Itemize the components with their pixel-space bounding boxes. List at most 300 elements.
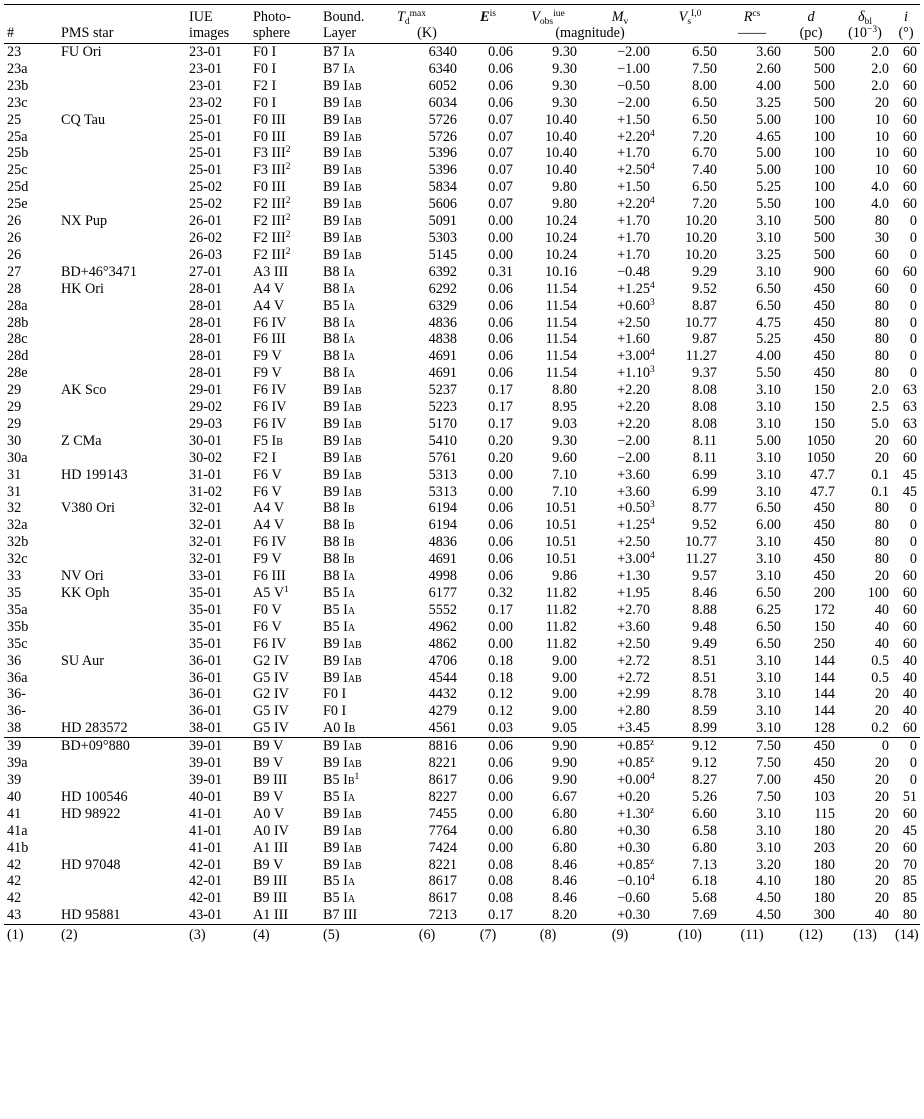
cell-id: 25c — [7, 162, 28, 179]
column-number: (1) — [7, 927, 24, 944]
table-row — [4, 772, 920, 789]
cell-td: 5396 — [428, 145, 457, 162]
cell-delta: 20 — [874, 890, 889, 907]
cell-vobs: 10.51 — [545, 551, 577, 568]
cell-mv — [580, 840, 660, 857]
cell-td: 4706 — [428, 652, 457, 669]
cell-iue: 32-01 — [189, 551, 223, 568]
cell-photosphere — [250, 196, 320, 213]
footnote-mark: 1 — [354, 771, 360, 782]
cell-delta: 60 — [874, 263, 889, 280]
cell-mv — [580, 247, 660, 264]
table-row — [4, 806, 920, 823]
cell-rcs: 6.50 — [756, 297, 781, 314]
cell-delta: 10 — [874, 145, 889, 162]
cell-boundary-layer — [320, 755, 394, 772]
cell-delta: 4.0 — [871, 196, 889, 213]
table-row — [4, 703, 920, 720]
cell-vs: 5.26 — [692, 788, 717, 805]
lum-class: V — [273, 788, 284, 805]
spectral-type: B9 — [323, 94, 340, 111]
cell-delta: 0 — [838, 738, 892, 755]
cell-delta: 60 — [874, 246, 889, 263]
cell-id: 32a — [7, 517, 28, 534]
lum-class: IV — [271, 635, 287, 652]
table-row — [4, 738, 920, 755]
table-row — [4, 331, 920, 348]
mv-value: +2.99 — [617, 686, 650, 703]
cell-i: 40 — [902, 652, 917, 669]
cell-i: 60 — [902, 839, 917, 856]
cell-photosphere — [250, 230, 320, 247]
table-row — [4, 602, 920, 619]
cell-photosphere — [250, 484, 320, 501]
cell-mv — [580, 653, 660, 670]
lum-class: I — [341, 686, 347, 703]
cell-boundary-layer — [320, 145, 394, 162]
cell-boundary-layer — [320, 551, 394, 568]
cell-i: 63 — [902, 382, 917, 399]
spectral-type: F0 — [253, 94, 268, 111]
spectral-type: A4 — [253, 517, 271, 534]
cell-d: 115 — [814, 805, 835, 822]
cell-vobs: 8.46 — [552, 856, 577, 873]
cell-d: 450 — [813, 314, 835, 331]
cell-mv — [580, 823, 660, 840]
footnote-mark: 1 — [284, 585, 289, 595]
cell-d: 500 — [813, 44, 835, 60]
spectral-type: B9 — [253, 771, 270, 788]
cell-photosphere — [250, 500, 320, 517]
lum-class: I — [271, 44, 277, 60]
mv-value: −2.00 — [617, 44, 650, 60]
cell-e: 0.06 — [488, 348, 513, 365]
lum-class: IV — [271, 314, 287, 331]
cell-rcs: 5.50 — [756, 365, 781, 382]
cell-photosphere — [250, 264, 320, 281]
cell-d: 450 — [784, 738, 838, 755]
cell-photosphere — [250, 348, 320, 365]
mv-value: +2.80 — [617, 703, 650, 720]
table-row — [4, 500, 920, 517]
cell-d: 47.7 — [810, 466, 835, 483]
spectral-type: B8 — [323, 331, 340, 348]
cell-d: 172 — [813, 601, 835, 618]
spectral-type: B9 — [323, 128, 340, 145]
spectral-type: F0 — [253, 601, 268, 618]
cell-star: HD 98922 — [61, 805, 121, 822]
cell-star — [58, 534, 186, 551]
lum-class: Ia — [343, 365, 356, 382]
mv-value: −2.00 — [617, 449, 650, 466]
cell-id: 35b — [7, 618, 29, 635]
spectral-type: B7 — [323, 907, 340, 924]
header-i-unit: (°) — [892, 25, 920, 44]
spectral-type: B8 — [323, 348, 340, 365]
cell-rcs: 6.50 — [756, 635, 781, 652]
pms-star-table — [4, 4, 920, 944]
cell-d: 150 — [813, 618, 835, 635]
cell-td: 6194 — [428, 517, 457, 534]
cell-rcs: 3.10 — [756, 415, 781, 432]
cell-id: 28e — [7, 365, 28, 382]
cell-photosphere — [250, 873, 320, 890]
cell-boundary-layer — [320, 500, 394, 517]
lum-class: IV — [273, 703, 289, 720]
cell-i: 0 — [909, 229, 917, 246]
cell-rcs: 3.10 — [756, 483, 781, 500]
cell-i: 60 — [902, 179, 917, 196]
cell-rcs: 3.10 — [756, 669, 781, 686]
cell-star — [58, 551, 186, 568]
cell-iue: 31-01 — [189, 466, 223, 483]
cell-i: 60 — [902, 805, 917, 822]
cell-vs: 11.27 — [685, 348, 717, 365]
cell-d: 150 — [813, 382, 835, 399]
cell-mv — [580, 703, 660, 720]
cell-id: 35 — [7, 585, 22, 601]
cell-vobs: 7.10 — [552, 483, 577, 500]
cell-photosphere — [250, 772, 320, 789]
cell-mv — [580, 145, 660, 162]
cell-mv — [580, 416, 660, 433]
cell-e: 0.06 — [488, 331, 513, 348]
cell-e: 0.07 — [488, 145, 513, 162]
cell-vs: 7.13 — [692, 856, 717, 873]
cell-mv — [580, 433, 660, 450]
spectral-type: B9 — [323, 77, 340, 94]
cell-d: 150 — [813, 399, 835, 416]
cell-vs: 8.08 — [692, 382, 717, 399]
spectral-type: A4 — [253, 280, 271, 297]
cell-boundary-layer — [320, 890, 394, 907]
cell-photosphere — [250, 467, 320, 484]
cell-id: 30 — [7, 432, 22, 449]
cell-photosphere — [250, 686, 320, 703]
cell-star — [58, 602, 186, 619]
lum-class: V — [273, 805, 285, 822]
mv-value: −0.50 — [617, 77, 650, 94]
cell-e: 0.06 — [488, 771, 513, 788]
cell-vs: 9.12 — [692, 755, 717, 772]
cell-photosphere — [250, 281, 320, 298]
cell-photosphere — [250, 416, 320, 433]
spectral-type: B8 — [323, 500, 340, 517]
cell-vobs: 6.80 — [552, 805, 577, 822]
cell-d: 180 — [813, 822, 835, 839]
cell-delta: 0.5 — [871, 652, 889, 669]
lum-class: Ia — [343, 331, 356, 348]
cell-td: 6340 — [428, 44, 457, 60]
spectral-type: B9 — [323, 162, 340, 179]
cell-boundary-layer — [320, 517, 394, 534]
header-e: $E^{is}$ — [480, 9, 496, 25]
cell-mv — [580, 230, 660, 247]
cell-td: 4962 — [428, 618, 457, 635]
cell-i: 60 — [902, 145, 917, 162]
spectral-type: B9 — [323, 669, 340, 686]
cell-td: 5303 — [428, 229, 457, 246]
cell-boundary-layer — [320, 399, 394, 416]
cell-boundary-layer — [320, 61, 394, 78]
table-row — [4, 755, 920, 772]
cell-iue: 28-01 — [189, 331, 223, 348]
cell-vobs: 10.24 — [545, 246, 577, 263]
mv-value: +1.60 — [617, 331, 650, 348]
cell-id: 41a — [7, 822, 28, 839]
cell-i: 80 — [892, 907, 920, 924]
cell-d: 100 — [813, 111, 835, 128]
cell-mv — [580, 720, 660, 737]
cell-delta: 60 — [874, 280, 889, 297]
cell-star — [58, 348, 186, 365]
cell-iue: 27-01 — [189, 263, 223, 280]
mv-value: +3.60 — [617, 618, 650, 635]
spectral-type: B9 — [323, 738, 340, 755]
mv-value: +0.20 — [617, 788, 650, 805]
cell-boundary-layer — [320, 467, 394, 484]
cell-rcs: 5.00 — [756, 162, 781, 179]
mv-value: +2.50 — [617, 534, 650, 551]
cell-iue: 39-01 — [189, 771, 223, 788]
mv-value: +3.45 — [617, 720, 650, 737]
cell-id: 25a — [7, 128, 28, 145]
cell-id: 29 — [7, 382, 22, 399]
lum-class: III — [273, 839, 289, 856]
cell-i: 0 — [909, 500, 917, 517]
cell-boundary-layer — [320, 484, 394, 501]
lum-class: Iab — [343, 213, 362, 230]
cell-star — [58, 331, 186, 348]
cell-rcs: 3.10 — [756, 822, 781, 839]
cell-star — [58, 636, 186, 653]
cell-e: 0.00 — [488, 839, 513, 856]
mv-value: −0.48 — [617, 263, 650, 280]
footnote-mark: 2 — [285, 162, 291, 173]
cell-vobs: 9.30 — [552, 60, 577, 77]
cell-i: 40 — [902, 669, 917, 686]
column-number: (9) — [611, 927, 629, 944]
cell-vobs: 11.82 — [545, 635, 577, 652]
cell-photosphere — [250, 399, 320, 416]
table-row — [4, 433, 920, 450]
cell-e: 0.07 — [488, 162, 513, 179]
lum-class: III — [273, 873, 288, 890]
cell-vobs: 10.24 — [545, 213, 577, 230]
cell-e: 0.07 — [488, 111, 513, 128]
lum-class: Iab — [343, 652, 362, 669]
cell-vobs: 9.90 — [552, 755, 577, 772]
cell-boundary-layer — [320, 738, 394, 755]
cell-delta: 4.0 — [871, 179, 889, 196]
spectral-type: F0 — [253, 179, 268, 196]
cell-id: 25e — [7, 196, 28, 213]
cell-rcs: 3.10 — [756, 805, 781, 822]
cell-photosphere — [250, 331, 320, 348]
cell-iue: 41-01 — [189, 805, 223, 822]
cell-vs: 9.48 — [692, 618, 717, 635]
header-delta-unit: $(10^{-3})$ — [838, 25, 892, 44]
cell-delta: 20 — [874, 805, 889, 822]
lum-class: III — [273, 907, 289, 924]
cell-d: 250 — [813, 635, 835, 652]
spectral-type: F5 — [253, 432, 268, 449]
cell-vobs: 9.30 — [552, 94, 577, 111]
cell-td: 5552 — [428, 601, 457, 618]
cell-boundary-layer — [320, 416, 394, 433]
cell-vobs: 8.95 — [552, 399, 577, 416]
cell-boundary-layer — [320, 840, 394, 857]
cell-e: 0.06 — [460, 738, 516, 755]
cell-td: 4691 — [428, 348, 457, 365]
cell-e: 0.00 — [488, 466, 513, 483]
cell-i: 0 — [909, 213, 917, 230]
cell-i: 0 — [909, 280, 917, 297]
cell-td: 7424 — [428, 839, 457, 856]
cell-photosphere — [250, 433, 320, 450]
lum-class: III — [271, 246, 286, 263]
cell-id: 38 — [7, 720, 22, 737]
cell-d: 150 — [813, 415, 835, 432]
cell-rcs: 4.00 — [756, 348, 781, 365]
cell-i: 0 — [909, 365, 917, 382]
mv-value: +3.00 — [617, 551, 650, 568]
cell-id: 35a — [7, 601, 28, 618]
spectral-type: B5 — [323, 890, 340, 907]
cell-td: 8221 — [428, 856, 457, 873]
cell-mv: $+2.20^4$ — [617, 196, 655, 213]
spectral-type: B9 — [323, 382, 340, 399]
header-mv: $M_v$ — [611, 9, 629, 27]
cell-vs: 7.20 — [692, 128, 717, 145]
spectral-type: F2 — [253, 213, 268, 230]
cell-vs: 7.50 — [692, 60, 717, 77]
cell-vobs: 11.54 — [545, 348, 577, 365]
cell-iue: 35-01 — [189, 635, 223, 652]
cell-vobs: 8.46 — [552, 890, 577, 907]
spectral-type: B9 — [323, 449, 340, 466]
lum-class: Iab — [343, 128, 362, 145]
cell-vs: 10.20 — [685, 246, 717, 263]
cell-delta: 2.0 — [871, 77, 889, 94]
cell-photosphere — [250, 703, 320, 720]
cell-vobs: 10.51 — [545, 517, 577, 534]
cell-e: 0.06 — [488, 297, 513, 314]
cell-e: 0.32 — [488, 585, 513, 601]
cell-photosphere — [250, 789, 320, 806]
cell-td: 4279 — [428, 703, 457, 720]
cell-vs: 8.99 — [692, 720, 717, 737]
lum-class: V — [271, 365, 282, 382]
cell-photosphere — [250, 298, 320, 315]
cell-rcs: 3.10 — [756, 839, 781, 856]
cell-id: 32b — [7, 534, 29, 551]
header-mag-unit: (magnitude) — [460, 25, 720, 44]
cell-e: 0.00 — [488, 618, 513, 635]
cell-rcs: 5.50 — [756, 196, 781, 213]
cell-delta: 20 — [874, 839, 889, 856]
footer-row — [4, 925, 920, 944]
cell-i: 60 — [902, 635, 917, 652]
cell-vs: 6.80 — [692, 839, 717, 856]
cell-vobs: 6.67 — [552, 788, 577, 805]
cell-td: 6034 — [428, 94, 457, 111]
cell-photosphere — [250, 840, 320, 857]
lum-class: Iab — [343, 432, 362, 449]
cell-e: 0.17 — [488, 601, 513, 618]
cell-td: 5726 — [428, 128, 457, 145]
lum-class: V — [271, 618, 282, 635]
spectral-type: B8 — [323, 263, 340, 280]
spectral-type: F0 — [323, 686, 338, 703]
spectral-type: B9 — [323, 822, 340, 839]
cell-e: 0.06 — [488, 94, 513, 111]
column-number: (2) — [61, 927, 78, 944]
cell-photosphere — [250, 568, 320, 585]
cell-star — [58, 365, 186, 382]
cell-iue: 29-02 — [189, 399, 223, 416]
cell-delta: 5.0 — [871, 415, 889, 432]
cell-rcs: 5.25 — [756, 331, 781, 348]
spectral-type: F6 — [253, 635, 268, 652]
cell-delta: 80 — [874, 500, 889, 517]
cell-iue: 25-02 — [189, 179, 223, 196]
cell-e: 0.00 — [488, 635, 513, 652]
cell-d: 500 — [813, 213, 835, 230]
cell-mv — [580, 95, 660, 112]
cell-rcs: 7.50 — [720, 738, 784, 755]
cell-star — [58, 129, 186, 146]
cell-d: 450 — [813, 755, 835, 772]
cell-boundary-layer — [320, 720, 394, 737]
cell-i: 60 — [902, 601, 917, 618]
cell-photosphere — [250, 670, 320, 687]
lum-class: Iab — [343, 94, 362, 111]
table-row — [4, 534, 920, 551]
lum-class: Iab — [343, 738, 362, 755]
cell-d: 500 — [813, 77, 835, 94]
spectral-type: B9 — [323, 483, 340, 500]
cell-delta: 2.0 — [871, 60, 889, 77]
lum-class: IV — [273, 822, 289, 839]
cell-boundary-layer — [320, 213, 394, 230]
cell-iue: 42-01 — [189, 873, 223, 890]
cell-rcs: 6.50 — [756, 280, 781, 297]
cell-e: 0.00 — [488, 822, 513, 839]
lum-class: III — [271, 128, 286, 145]
cell-mv — [580, 382, 660, 399]
cell-vs: 8.08 — [692, 399, 717, 416]
cell-star — [58, 162, 186, 179]
mv-value: −0.10 — [617, 873, 650, 890]
lum-class: Iab — [343, 822, 362, 839]
cell-id: 30a — [7, 449, 28, 466]
spectral-type: F2 — [253, 196, 268, 213]
cell-photosphere — [250, 857, 320, 874]
cell-boundary-layer — [320, 450, 394, 467]
cell-td: 4836 — [428, 314, 457, 331]
table-row — [4, 365, 920, 382]
cell-i: 63 — [902, 415, 917, 432]
cell-vobs: 9.30 — [552, 77, 577, 94]
cell-vs: 6.50 — [692, 179, 717, 196]
cell-vobs: 10.16 — [545, 263, 577, 280]
table-row — [4, 653, 920, 670]
cell-delta: 20 — [874, 755, 889, 772]
cell-rcs: 6.50 — [756, 500, 781, 517]
cell-mv: $+0.85^z$ — [617, 755, 655, 772]
cell-id: 32 — [7, 500, 22, 517]
